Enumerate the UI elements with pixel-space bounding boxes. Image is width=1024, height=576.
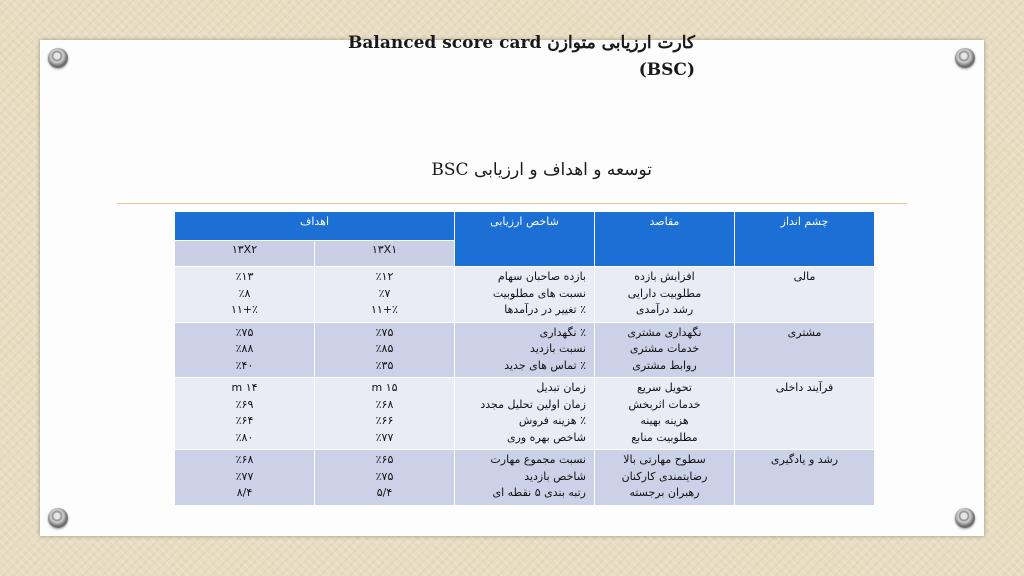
kpi-cell: [455, 450, 595, 506]
cell-line: ٪ تماس های جدید: [504, 358, 586, 372]
cell-line: نسبت های مطلوبیت: [492, 286, 586, 300]
cell-line: ٪۷: [378, 286, 391, 300]
year1-cell: [315, 267, 455, 323]
cell-line: ٪۶۸: [375, 397, 394, 411]
pin-bottom-left-icon: [48, 508, 68, 528]
cell-line: ٪۶۵: [375, 453, 394, 466]
perspective-cell: رشد و یادگیری: [735, 450, 875, 506]
cell-line: نگهداری مشتری: [627, 325, 702, 339]
cell-line: ٪۱۳: [235, 270, 254, 283]
cell-line: رتبه بندی ۵ نقطه ای: [492, 486, 586, 499]
table-row: [175, 378, 875, 450]
cell-line: مطلوبیت دارایی: [627, 286, 702, 300]
objectives-cell: [595, 267, 735, 323]
cell-line: مطلوبیت منابع: [631, 430, 698, 444]
cell-line: ٪ هزینه فروش: [518, 414, 586, 427]
cell-line: نسبت بازدید: [530, 342, 586, 355]
header-objectives: مقاصد: [595, 212, 735, 267]
year2-cell: [175, 322, 315, 378]
year2-cell: [175, 378, 315, 450]
kpi-cell: [455, 378, 595, 450]
header-kpi: شاخص ارزیابی: [455, 212, 595, 267]
bsc-table: [174, 211, 875, 506]
cell-line: ٪۶۹: [235, 397, 254, 411]
cell-line: ٪ تغییر در درآمدها: [504, 303, 586, 316]
cell-line: خدمات مشتری: [629, 342, 700, 355]
cell-line: ٪۸۵: [375, 342, 394, 355]
objectives-cell: [595, 322, 735, 378]
divider-line: [117, 203, 907, 204]
table-row: [175, 450, 875, 506]
cell-line: ٪۶۸: [235, 453, 254, 466]
kpi-cell: [455, 267, 595, 323]
cell-line: ۱۵ m: [371, 381, 398, 394]
cell-line: ٪۷۷: [375, 430, 394, 444]
cell-line: رضایتمندی کارکنان: [621, 469, 708, 483]
cell-line: ٪۶۶: [375, 414, 394, 427]
cell-line: ۵/۴: [376, 486, 393, 499]
cell-line: ٪۷۷: [235, 469, 254, 483]
cell-line: بازده صاحبان سهام: [497, 270, 586, 283]
year1-cell: [315, 322, 455, 378]
kpi-cell: [455, 322, 595, 378]
table-body: [175, 267, 875, 506]
cell-line: ٪۸: [238, 286, 251, 300]
pin-top-left-icon: [48, 48, 68, 68]
slide-subtitle: توسعه و اهداف و ارزیابی BSC: [431, 160, 652, 180]
cell-line: ٪۸۸: [235, 342, 254, 355]
cell-line: ٪+۱۱: [231, 303, 258, 316]
cell-line: ٪۸۰: [235, 430, 254, 444]
year1-cell: [315, 450, 455, 506]
table-row: [175, 267, 875, 323]
header-year-2: ۱۳X۲: [175, 241, 315, 267]
year2-cell: [175, 267, 315, 323]
cell-line: ٪۳۵: [375, 358, 394, 372]
cell-line: زمان تبدیل: [536, 381, 586, 394]
perspective-cell: مشتری: [735, 322, 875, 378]
perspective-cell: فرآیند داخلی: [735, 378, 875, 450]
cell-line: ٪۱۲: [375, 270, 394, 283]
cell-line: ٪۷۵: [375, 469, 394, 483]
cell-line: سطوح مهارتی بالا: [623, 453, 706, 466]
cell-line: روابط مشتری: [632, 358, 697, 372]
header-targets: اهداف: [175, 212, 455, 241]
cell-line: خدمات اثربخش: [628, 397, 701, 411]
year2-cell: [175, 450, 315, 506]
cell-line: نسبت مجموع مهارت: [490, 453, 586, 466]
cell-line: تحویل سریع: [637, 381, 692, 394]
cell-line: زمان اولین تحلیل مجدد: [480, 397, 586, 411]
pin-bottom-right-icon: [955, 508, 975, 528]
cell-line: شاخص بازدید: [524, 469, 586, 483]
slide-title: کارت ارزیابی متوازن Balanced score card (BSC): [348, 33, 695, 80]
cell-line: ٪+۱۱: [371, 303, 398, 316]
cell-line: ٪۶۴: [235, 414, 254, 427]
cell-line: ٪۷۵: [235, 325, 254, 339]
cell-line: رشد درآمدی: [635, 303, 694, 316]
cell-line: ٪۷۵: [375, 325, 394, 339]
cell-line: رهبران برجسته: [629, 486, 700, 499]
table-row: [175, 322, 875, 378]
header-year-1: ۱۳X۱: [315, 241, 455, 267]
cell-line: ٪ نگهداری: [539, 325, 586, 339]
perspective-cell: مالی: [735, 267, 875, 323]
cell-line: ۸/۴: [236, 486, 253, 499]
pin-top-right-icon: [955, 48, 975, 68]
cell-line: شاخص بهره وری: [506, 430, 586, 444]
cell-line: هزینه بهینه: [640, 414, 689, 427]
cell-line: افزایش بازده: [634, 270, 695, 283]
cell-line: ۱۴ m: [231, 381, 258, 394]
cell-line: ٪۴۰: [235, 358, 254, 372]
year1-cell: [315, 378, 455, 450]
objectives-cell: [595, 378, 735, 450]
objectives-cell: [595, 450, 735, 506]
header-perspective: چشم انداز: [735, 212, 875, 267]
